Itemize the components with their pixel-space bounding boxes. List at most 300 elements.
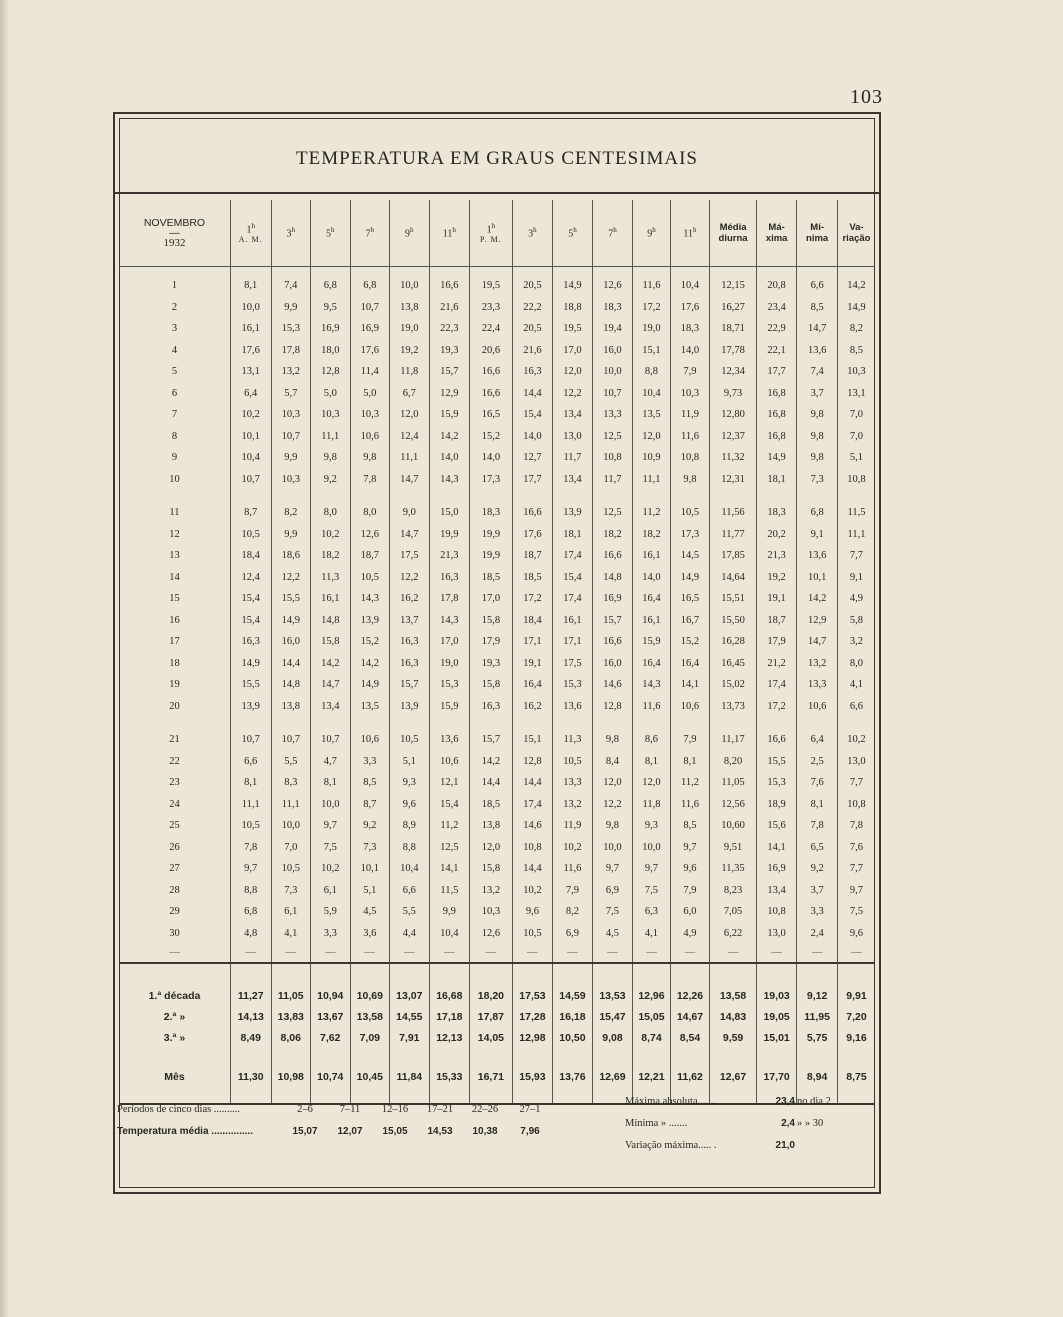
temperature-cell: 13,6 — [797, 545, 838, 567]
temperature-cell: 11,2 — [429, 815, 470, 837]
temperature-cell: 18,1 — [553, 524, 593, 546]
month-label: Mês — [164, 1071, 185, 1083]
temperature-cell: 10,3 — [311, 404, 351, 426]
temperature-cell: 10,5 — [512, 923, 553, 945]
dash-cell: — — [837, 944, 875, 963]
decade-value: 17,87 — [470, 1007, 513, 1028]
temperature-cell: 8,3 — [271, 772, 311, 794]
temperature-cell: 4,5 — [350, 901, 390, 923]
temperature-cell: 13,4 — [553, 404, 593, 426]
table-row — [119, 837, 875, 859]
decade-value: 9,12 — [797, 986, 838, 1007]
spacer-cell — [470, 1049, 513, 1067]
temperature-cell: 8,23 — [710, 880, 757, 902]
temperature-cell: 14,3 — [429, 610, 470, 632]
temperature-cell: 9,8 — [797, 404, 838, 426]
month-value: 10,45 — [350, 1067, 390, 1089]
temperature-cell: 12,9 — [429, 383, 470, 405]
month-value: 12,21 — [633, 1067, 670, 1089]
temperature-cell: 9,7 — [230, 858, 271, 880]
day-number: 30 — [169, 927, 180, 939]
spacer-cell — [592, 1049, 633, 1067]
spacer-cell — [633, 1049, 670, 1067]
temperature-cell: 14,9 — [350, 674, 390, 696]
temperature-cell: 2,5 — [797, 751, 838, 773]
decade-value: 11,05 — [271, 986, 311, 1007]
temperature-cell: 10,4 — [390, 858, 430, 880]
temperature-cell: 9,8 — [797, 447, 838, 469]
temperature-cell: 14,8 — [311, 610, 351, 632]
temperature-cell: 14,6 — [592, 674, 633, 696]
spacer-cell — [271, 1049, 311, 1067]
decade-summary-row — [119, 1007, 875, 1028]
temperature-cell: 21,3 — [756, 545, 797, 567]
spacer-cell — [670, 717, 710, 729]
temperature-cell: 17,5 — [553, 653, 593, 675]
table-row — [119, 901, 875, 923]
decade-value: 14,59 — [553, 986, 593, 1007]
temperature-cell: 11,1 — [633, 469, 670, 491]
decade-value: 19,03 — [756, 986, 797, 1007]
period-value: 2–6 — [297, 1104, 313, 1115]
temperature-cell: 16,9 — [350, 318, 390, 340]
temperature-cell: 8,1 — [670, 751, 710, 773]
temperature-cell: 15,8 — [470, 674, 513, 696]
temperature-cell: 18,3 — [470, 502, 513, 524]
temperature-cell: 6,1 — [271, 901, 311, 923]
temperature-cell: 14,2 — [470, 751, 513, 773]
spacer-cell — [390, 267, 430, 276]
summary-top-rule-row — [119, 963, 875, 986]
day-number: 4 — [171, 344, 178, 356]
temperature-cell: 15,7 — [390, 674, 430, 696]
decade-label: 2.ª » — [163, 1010, 186, 1023]
temperature-cell: 14,9 — [670, 567, 710, 589]
temperature-cell: 22,2 — [512, 297, 553, 319]
temperature-cell: 14,64 — [710, 567, 757, 589]
temperature-cell: 9,8 — [350, 447, 390, 469]
temperature-cell: 16,6 — [592, 545, 633, 567]
temperature-cell: 3,7 — [797, 383, 838, 405]
spacer-cell — [837, 963, 875, 986]
month-summary-row — [119, 1067, 875, 1089]
temperature-cell: 3,3 — [311, 923, 351, 945]
spacer-cell — [633, 490, 670, 502]
temperature-cell: 20,5 — [512, 275, 553, 297]
temperature-cell: 16,2 — [390, 588, 430, 610]
spacer-cell — [271, 717, 311, 729]
temperature-cell: 15,3 — [271, 318, 311, 340]
temperature-cell: 6,4 — [797, 729, 838, 751]
temperature-cell: 15,6 — [756, 815, 797, 837]
spacer-cell — [710, 1049, 757, 1067]
temperature-cell: 9,6 — [837, 923, 875, 945]
temperature-cell: 15,5 — [230, 674, 271, 696]
table-row — [119, 447, 875, 469]
dash-row — [119, 944, 875, 963]
temperature-cell: 14,9 — [756, 447, 797, 469]
temperature-cell: 8,2 — [271, 502, 311, 524]
temperature-cell: 12,0 — [390, 404, 430, 426]
temperature-cell: 16,3 — [470, 696, 513, 718]
temperature-cell: 14,9 — [837, 297, 875, 319]
table-row — [119, 567, 875, 589]
dash-cell: — — [710, 944, 757, 963]
temperature-cell: 11,5 — [837, 502, 875, 524]
temperature-cell: 10,8 — [512, 837, 553, 859]
temperature-cell: 8,1 — [230, 772, 271, 794]
temperature-cell: 16,3 — [390, 631, 430, 653]
temperature-cell: 13,6 — [429, 729, 470, 751]
spacer-cell — [311, 1049, 351, 1067]
table-row — [119, 815, 875, 837]
temperature-cell: 18,0 — [311, 340, 351, 362]
temperature-cell: 14,4 — [512, 858, 553, 880]
temperature-cell: 17,6 — [512, 524, 553, 546]
spacer-cell — [429, 963, 470, 986]
temperature-cell: 5,7 — [271, 383, 311, 405]
temperature-cell: 8,6 — [633, 729, 670, 751]
temperature-cell: 10,2 — [553, 837, 593, 859]
temperature-cell: 9,9 — [271, 297, 311, 319]
temperature-cell: 14,1 — [756, 837, 797, 859]
temperature-cell: 18,1 — [756, 469, 797, 491]
temperature-cell: 7,5 — [633, 880, 670, 902]
table-title: TEMPERATURA EM GRAUS CENTESIMAIS — [295, 148, 698, 169]
day-number: 14 — [169, 571, 180, 583]
temperature-cell: 5,0 — [350, 383, 390, 405]
temperature-cell: 10,0 — [230, 297, 271, 319]
temperature-cell: 9,7 — [592, 858, 633, 880]
temperature-cell: 10,4 — [429, 923, 470, 945]
table-row — [119, 275, 875, 297]
page-number: 103 — [850, 86, 883, 108]
decade-label: 1.ª década — [148, 989, 201, 1002]
spacer-cell — [350, 963, 390, 986]
spacer-cell — [670, 1049, 710, 1067]
temperature-cell: 13,3 — [797, 674, 838, 696]
temperature-cell: 17,4 — [512, 794, 553, 816]
temperature-cell: 7,7 — [837, 858, 875, 880]
dash-cell: — — [429, 944, 470, 963]
temperature-cell: 19,0 — [390, 318, 430, 340]
temperature-cell: 10,6 — [797, 696, 838, 718]
table-row — [119, 880, 875, 902]
temperature-cell: 14,2 — [837, 275, 875, 297]
var-max-value: 21,0 — [775, 1140, 795, 1151]
spacer-cell — [797, 963, 838, 986]
temperature-cell: 10,60 — [710, 815, 757, 837]
temperature-cell: 17,9 — [470, 631, 513, 653]
period-value: 12–16 — [381, 1104, 409, 1115]
spacer-cell — [710, 267, 757, 276]
temperature-cell: 9,6 — [512, 901, 553, 923]
spacer-cell — [670, 267, 710, 276]
temperature-cell: 13,9 — [390, 696, 430, 718]
decade-value: 15,47 — [592, 1007, 633, 1028]
temperature-cell: 9,73 — [710, 383, 757, 405]
spacer-cell — [553, 1089, 593, 1104]
temperature-cell: 3,3 — [797, 901, 838, 923]
day-number: 26 — [169, 841, 180, 853]
spacer-cell — [756, 1049, 797, 1067]
temperature-cell: 14,4 — [512, 383, 553, 405]
decade-value: 10,69 — [350, 986, 390, 1007]
spacer-cell — [756, 963, 797, 986]
spacer-cell — [512, 717, 553, 729]
spacer-cell — [710, 717, 757, 729]
temperature-cell: 11,8 — [633, 794, 670, 816]
temperature-cell: 19,2 — [756, 567, 797, 589]
temperature-cell: 19,3 — [429, 340, 470, 362]
day-number: 7 — [171, 409, 178, 420]
temperature-cell: 7,3 — [271, 880, 311, 902]
temperature-cell: 9,6 — [390, 794, 430, 816]
temperature-cell: 6,5 — [797, 837, 838, 859]
temperature-cell: 9,5 — [311, 297, 351, 319]
temperature-cell: 17,4 — [553, 588, 593, 610]
temperature-cell: 14,0 — [512, 426, 553, 448]
temperature-cell: 10,1 — [350, 858, 390, 880]
temperature-cell: 16,0 — [271, 631, 311, 653]
spacer-cell — [230, 717, 271, 729]
table-row — [119, 653, 875, 675]
temperature-cell: 6,6 — [837, 696, 875, 718]
month-value: 8,94 — [797, 1067, 838, 1089]
spacer-cell — [119, 963, 230, 986]
temperature-cell: 9,9 — [429, 901, 470, 923]
temperature-cell: 7,8 — [797, 815, 838, 837]
spacer-cell — [797, 1049, 838, 1067]
temperature-cell: 11,1 — [230, 794, 271, 816]
temperature-cell: 20,6 — [470, 340, 513, 362]
temperature-cell: 16,8 — [756, 404, 797, 426]
temperature-cell: 18,4 — [512, 610, 553, 632]
header-3pm: 3$^h$ — [512, 200, 553, 267]
temperature-cell: 16,9 — [311, 318, 351, 340]
temp-media-value: 14,53 — [427, 1126, 453, 1137]
max-abs-value: 23,4 — [775, 1096, 795, 1107]
period-value: 17–21 — [426, 1104, 454, 1115]
temperature-cell: 9,2 — [350, 815, 390, 837]
temperature-cell: 15,3 — [429, 674, 470, 696]
temperature-cell: 7,6 — [837, 837, 875, 859]
decade-value: 13,53 — [592, 986, 633, 1007]
temperature-cell: 15,4 — [553, 567, 593, 589]
table-row — [119, 404, 875, 426]
spacer-cell — [470, 490, 513, 502]
temperature-cell: 12,5 — [592, 426, 633, 448]
temperature-cell: 16,6 — [429, 275, 470, 297]
temperature-cell: 22,4 — [470, 318, 513, 340]
temperature-cell: 9,3 — [633, 815, 670, 837]
dash-cell: — — [169, 947, 180, 958]
temperature-cell: 10,8 — [837, 469, 875, 491]
temperature-cell: 20,2 — [756, 524, 797, 546]
temperature-cell: 11,1 — [390, 447, 430, 469]
temperature-cell: 13,9 — [350, 610, 390, 632]
temperature-cell: 16,3 — [512, 361, 553, 383]
spacer-cell — [470, 963, 513, 986]
temperature-cell: 13,0 — [756, 923, 797, 945]
decade-value: 17,18 — [429, 1007, 470, 1028]
month-value: 11,30 — [230, 1067, 271, 1089]
day-number: 18 — [169, 657, 180, 669]
temperature-cell: 14,2 — [797, 588, 838, 610]
temperature-cell: 4,8 — [230, 923, 271, 945]
day-number: 17 — [169, 636, 180, 647]
temperature-cell: 19,5 — [553, 318, 593, 340]
table-row — [119, 502, 875, 524]
temperature-cell: 15,9 — [633, 631, 670, 653]
temperature-cell: 11,4 — [350, 361, 390, 383]
decade-value: 9,91 — [837, 986, 875, 1007]
month-value: 15,33 — [429, 1067, 470, 1089]
period-value: 27–1 — [519, 1104, 541, 1115]
dash-cell: — — [670, 944, 710, 963]
spacer-cell — [553, 717, 593, 729]
temperature-cell: 10,6 — [350, 426, 390, 448]
temperature-cell: 11,9 — [670, 404, 710, 426]
temperature-cell: 13,4 — [756, 880, 797, 902]
temperature-cell: 10,9 — [633, 447, 670, 469]
temperature-cell: 3,2 — [837, 631, 875, 653]
month-value: 8,75 — [837, 1067, 875, 1089]
header-maxima: Má- xima — [756, 200, 797, 267]
temperature-cell: 12,56 — [710, 794, 757, 816]
temperature-cell: 10,4 — [230, 447, 271, 469]
temperature-cell: 19,1 — [512, 653, 553, 675]
temperature-cell: 14,1 — [670, 674, 710, 696]
temperature-cell: 14,6 — [512, 815, 553, 837]
temperature-cell: 12,37 — [710, 426, 757, 448]
day-number: 3 — [171, 323, 178, 334]
month-value: 17,70 — [756, 1067, 797, 1089]
header-11am: 11$^h$ — [429, 200, 470, 267]
temp-media-value: 10,38 — [472, 1126, 498, 1137]
spacer-cell — [633, 963, 670, 986]
decade-value: 12,13 — [429, 1028, 470, 1049]
table-row — [119, 469, 875, 491]
temperature-cell: 12,4 — [230, 567, 271, 589]
decade-value: 17,28 — [512, 1007, 553, 1028]
decade-value: 7,91 — [390, 1028, 430, 1049]
temperature-cell: 13,73 — [710, 696, 757, 718]
temperature-cell: 18,5 — [512, 567, 553, 589]
temperature-cell: 11,05 — [710, 772, 757, 794]
temperature-cell: 14,5 — [670, 545, 710, 567]
temperature-cell: 7,3 — [797, 469, 838, 491]
temperature-cell: 19,9 — [470, 524, 513, 546]
decade-value: 15,05 — [633, 1007, 670, 1028]
temperature-cell: 11,5 — [429, 880, 470, 902]
temperature-cell: 10,8 — [670, 447, 710, 469]
spacer-cell — [797, 490, 838, 502]
temperature-cell: 18,2 — [311, 545, 351, 567]
temperature-cell: 13,3 — [553, 772, 593, 794]
temperature-cell: 8,4 — [592, 751, 633, 773]
spacer-cell — [429, 267, 470, 276]
temperature-cell: 9,3 — [390, 772, 430, 794]
temperature-cell: 12,0 — [470, 837, 513, 859]
temperature-cell: 20,8 — [756, 275, 797, 297]
day-number: 13 — [169, 550, 180, 561]
temperature-cell: 11,6 — [553, 858, 593, 880]
dash-cell: — — [592, 944, 633, 963]
temperature-cell: 17,6 — [670, 297, 710, 319]
temperature-cell: 15,3 — [756, 772, 797, 794]
spacer-cell — [230, 1049, 271, 1067]
temperature-cell: 9,6 — [670, 858, 710, 880]
temperature-cell: 15,8 — [470, 858, 513, 880]
period-value: 22–26 — [471, 1104, 499, 1115]
month-value: 12,67 — [710, 1067, 757, 1089]
temperature-cell: 10,8 — [837, 794, 875, 816]
spacer-cell — [119, 267, 230, 276]
temperature-cell: 7,9 — [670, 361, 710, 383]
min-abs-label: Mínima » ....... — [625, 1118, 688, 1129]
decade-value: 11,95 — [797, 1007, 838, 1028]
temperature-cell: 12,5 — [592, 502, 633, 524]
table-row — [119, 751, 875, 773]
temperature-cell: 19,4 — [592, 318, 633, 340]
temperature-cell: 13,5 — [633, 404, 670, 426]
temperature-cell: 8,2 — [553, 901, 593, 923]
temperature-cell: 6,9 — [592, 880, 633, 902]
table-frame — [113, 112, 881, 1194]
temperature-cell: 16,6 — [470, 361, 513, 383]
temperature-cell: 16,0 — [592, 653, 633, 675]
temperature-cell: 8,9 — [390, 815, 430, 837]
temperature-cell: 5,1 — [390, 751, 430, 773]
header-row — [119, 200, 875, 267]
temperature-cell: 7,7 — [837, 772, 875, 794]
temperature-cell: 6,8 — [311, 275, 351, 297]
temperature-cell: 14,7 — [390, 524, 430, 546]
header-11pm: 11$^h$ — [670, 200, 710, 267]
temperature-cell: 23,3 — [470, 297, 513, 319]
temperature-cell: 10,0 — [592, 361, 633, 383]
temperature-cell: 22,9 — [756, 318, 797, 340]
temperature-cell: 6,9 — [553, 923, 593, 945]
temperature-cell: 15,8 — [470, 610, 513, 632]
temperature-cell: 17,85 — [710, 545, 757, 567]
temperature-cell: 14,7 — [797, 631, 838, 653]
temperature-cell: 11,17 — [710, 729, 757, 751]
temperature-cell: 21,6 — [512, 340, 553, 362]
temperature-cell: 22,1 — [756, 340, 797, 362]
temperature-cell: 19,1 — [756, 588, 797, 610]
temperature-cell: 13,1 — [230, 361, 271, 383]
spacer-cell — [230, 267, 271, 276]
spacer-cell — [119, 490, 230, 502]
temperature-cell: 8,0 — [311, 502, 351, 524]
decade-summary-row — [119, 986, 875, 1007]
temperature-cell: 19,9 — [429, 524, 470, 546]
temperature-cell: 18,2 — [633, 524, 670, 546]
temperature-cell: 15,1 — [633, 340, 670, 362]
temperature-cell: 10,0 — [390, 275, 430, 297]
dash-cell: — — [311, 944, 351, 963]
temperature-cell: 17,5 — [390, 545, 430, 567]
temperature-cell: 10,0 — [633, 837, 670, 859]
temperature-cell: 8,20 — [710, 751, 757, 773]
temperature-cell: 6,6 — [390, 880, 430, 902]
spacer-cell — [837, 1049, 875, 1067]
spacer-cell — [710, 963, 757, 986]
temperature-cell: 20,5 — [512, 318, 553, 340]
decade-gap-row — [119, 717, 875, 729]
